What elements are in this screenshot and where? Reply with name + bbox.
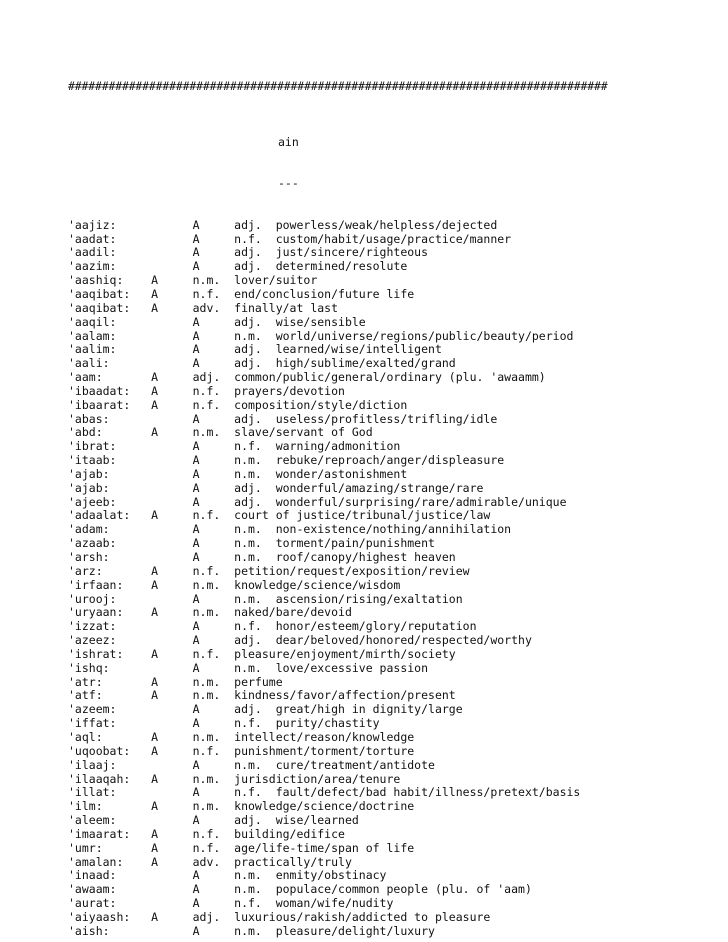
glossary-entry: 'arsh: A n.m. roof/canopy/highest heaven	[68, 550, 456, 564]
glossary-entry: 'ilaaj: A n.m. cure/treatment/antidote	[68, 757, 435, 772]
glossary-entry: 'aazim: A adj. determined/resolute	[68, 259, 408, 274]
glossary-entry: 'ibaarat: A n.f. composition/style/diction	[68, 397, 408, 412]
section-title: ain	[278, 134, 299, 149]
glossary-entry: 'urooj: A n.m. ascension/rising/exaltation	[68, 591, 463, 606]
glossary-entry: 'azeez: A adj. dear/beloved/honored/respected/worthy	[68, 633, 532, 648]
glossary-entry: 'aaqibat: A adv. finally/at last	[68, 300, 339, 315]
glossary-entry: 'itaab: A n.m. rebuke/reproach/anger/displeasure	[68, 453, 505, 468]
glossary-entry: 'aiyaash: A adj. luxurious/rakish/addicted to pleasure	[68, 909, 491, 924]
glossary-entry: 'aalam: A n.m. world/universe/regions/public/beauty/period	[68, 328, 574, 343]
glossary-entry: 'iffat: A n.f. purity/chastity	[68, 716, 380, 731]
glossary-entry: 'aaqil: A adj. wise/sensible	[68, 314, 366, 329]
glossary-entry: 'aadil: A adj. just/sincere/righteous	[68, 245, 429, 260]
glossary-entry: 'ajeeb: A adj. wonderful/surprising/rare/admirable/unique	[68, 494, 567, 509]
glossary-entry: 'aalim: A adj. learned/wise/intelligent	[68, 342, 442, 357]
glossary-entry: 'aali: A adj. high/sublime/exalted/grand	[68, 356, 456, 371]
glossary-entry: 'inaad: A n.m. enmity/obstinacy	[68, 868, 387, 883]
glossary-entry: 'aadat: A n.f. custom/habit/usage/practice/manner	[68, 231, 512, 246]
glossary-entry: 'ilaaqah: A n.m. jurisdiction/area/tenure	[68, 771, 401, 786]
glossary-entry: 'aql: A n.m. intellect/reason/knowledge	[68, 729, 415, 744]
glossary-entry: 'aam: A adj. common/public/general/ordinary (plu. 'awaamm)	[68, 370, 546, 385]
section-heading	[68, 108, 708, 219]
glossary-entry: 'aaqibat: A n.f. end/conclusion/future life	[68, 286, 415, 301]
glossary-entry: 'ibrat: A n.f. warning/admonition	[68, 439, 401, 454]
glossary-entry: 'uryaan: A n.m. naked/bare/devoid	[68, 605, 352, 620]
glossary-entry: 'ilm: A n.m. knowledge/science/doctrine	[68, 799, 415, 814]
glossary-entry: 'atf: A n.m. kindness/favor/affection/present	[68, 688, 456, 703]
glossary-entry: 'irfaan: A n.m. knowledge/science/wisdom	[68, 577, 401, 592]
glossary-entry: 'azaab: A n.m. torment/pain/punishment	[68, 536, 435, 551]
glossary-entry: 'aish: A n.m. pleasure/delight/luxury	[68, 923, 435, 938]
glossary-entry: 'azeem: A adj. great/high in dignity/large	[68, 702, 463, 717]
glossary-entries	[68, 219, 708, 939]
glossary-entry: 'atr: A n.m. perfume	[68, 674, 283, 689]
glossary-entry: 'awaam: A n.m. populace/common people (plu. of 'aam)	[68, 882, 532, 897]
glossary-entry: 'ishq: A n.m. love/excessive passion	[68, 660, 429, 675]
glossary-entry: 'uqoobat: A n.f. punishment/torment/torture	[68, 743, 415, 758]
hash-rule: ################################################################################	[68, 80, 608, 93]
glossary-entry: 'abas: A adj. useless/profitless/trifling/idle	[68, 411, 498, 426]
glossary-entry: 'adam: A n.m. non-existence/nothing/annihilation	[68, 522, 512, 537]
glossary-entry: 'abd: A n.m. slave/servant of God	[68, 425, 373, 440]
glossary-entry: 'izzat: A n.f. honor/esteem/glory/reputation	[68, 619, 477, 634]
glossary-entry: 'umr: A n.f. age/life-time/span of life	[68, 840, 415, 855]
glossary-entry: 'arz: A n.f. petition/request/exposition/review	[68, 563, 470, 578]
glossary-entry: 'aashiq: A n.m. lover/suitor	[68, 273, 318, 288]
glossary-entry: 'ajab: A adj. wonderful/amazing/strange/rare	[68, 480, 484, 495]
glossary-entry: 'amalan: A adv. practically/truly	[68, 854, 352, 869]
glossary-entry: 'imaarat: A n.f. building/edifice	[68, 826, 345, 841]
glossary-entry: 'aajiz: A adj. powerless/weak/helpless/dejected	[68, 217, 498, 232]
glossary-entry: 'ishrat: A n.f. pleasure/enjoyment/mirth/society	[68, 646, 456, 661]
document-page	[68, 80, 708, 939]
glossary-entry: 'aurat: A n.f. woman/wife/nudity	[68, 896, 394, 911]
glossary-entry: 'ajab: A n.m. wonder/astonishment	[68, 466, 408, 481]
section-underline: ---	[278, 176, 299, 191]
glossary-entry: 'ibaadat: A n.f. prayers/devotion	[68, 383, 345, 398]
glossary-entry: 'aleem: A adj. wise/learned	[68, 813, 359, 828]
glossary-entry: 'adaalat: A n.f. court of justice/tribunal/justice/law	[68, 508, 491, 523]
glossary-entry: 'illat: A n.f. fault/defect/bad habit/illness/pretext/basis	[68, 785, 581, 800]
